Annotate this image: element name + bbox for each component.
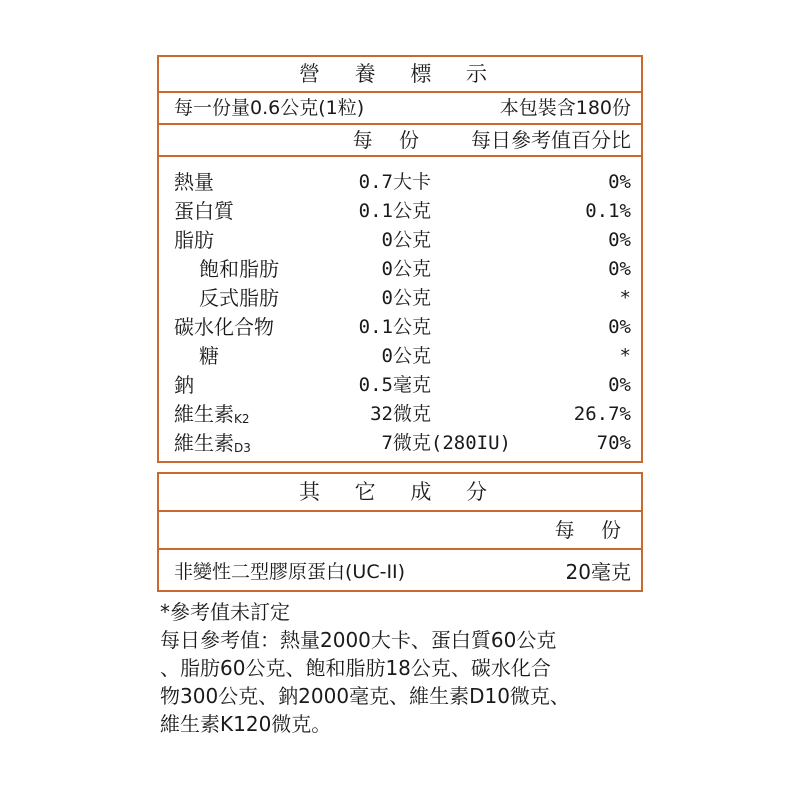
footnote-daily-values-line: 、脂肪60公克、飽和脂肪18公克、碳水化合 [160, 656, 551, 680]
nutrient-dv: 70% [596, 432, 631, 454]
footnotes [160, 598, 660, 738]
nutrient-amount: 0公克 [381, 287, 431, 309]
footnote-daily-values-line: 維生素K120微克。 [160, 712, 332, 736]
nutrient-amount: 32微克 [370, 403, 431, 425]
nutrient-name: 飽和脂肪 [199, 257, 279, 281]
nutrient-row [159, 428, 641, 457]
nutrient-row [159, 283, 641, 312]
ingredient-row [159, 548, 641, 594]
nutrient-row [159, 399, 641, 428]
nutrient-dv: * [619, 287, 631, 309]
serving-row [159, 91, 641, 123]
other-col-per-serving: 每 份 [554, 518, 631, 542]
nutrient-amount: 0.1公克 [358, 316, 431, 338]
footnote-daily-values-line: 每日參考值：熱量2000大卡、蛋白質60公克 [160, 628, 557, 652]
nutrient-row [159, 167, 641, 196]
nutrient-amount: 0公克 [381, 345, 431, 367]
nutrient-dv: 0% [608, 374, 631, 396]
nutrient-dv: * [619, 345, 631, 367]
nutrition-title: 營 養 標 示 [298, 62, 502, 86]
serving-size: 每一份量0.6公克(1粒) [174, 97, 365, 119]
nutrient-amount: 0公克 [381, 258, 431, 280]
nutrient-dv: 0% [608, 258, 631, 280]
nutrient-dv: 0% [608, 316, 631, 338]
nutrient-name: 反式脂肪 [199, 286, 279, 310]
nutrient-name: 熱量 [174, 170, 214, 194]
col-daily-value: 每日參考值百分比 [471, 128, 631, 152]
nutrient-name: 脂肪 [174, 228, 214, 252]
nutrient-amount: 7微克(280IU) [381, 432, 511, 454]
nutrient-row [159, 254, 641, 283]
nutrient-subscript: K2 [234, 412, 250, 426]
nutrient-name: 鈉 [174, 373, 194, 397]
nutrient-name: 碳水化合物 [174, 315, 274, 339]
other-title-row [159, 474, 641, 510]
nutrient-row [159, 370, 641, 399]
nutrient-subscript: D3 [234, 441, 251, 455]
nutrient-row [159, 225, 641, 254]
nutrient-amount: 0.1公克 [358, 200, 431, 222]
nutrient-name-text: 維生素 [174, 431, 234, 455]
other-title: 其 它 成 分 [298, 480, 502, 504]
nutrient-amount: 0.7大卡 [358, 171, 431, 193]
nutrition-title-row [159, 57, 641, 91]
ingredient-amount: 20毫克 [565, 560, 631, 584]
nutrient-dv: 26.7% [573, 403, 631, 425]
nutrient-row [159, 196, 641, 225]
nutrition-facts-table [157, 55, 643, 463]
nutrient-amount: 0.5毫克 [358, 374, 431, 396]
other-header-row [159, 510, 641, 548]
ingredient-name: 非變性二型膠原蛋白(UC-II) [174, 561, 406, 583]
nutrient-name: 糖 [199, 344, 219, 368]
nutrient-dv: 0.1% [585, 200, 631, 222]
nutrient-row [159, 312, 641, 341]
nutrient-name: 蛋白質 [174, 199, 234, 223]
nutrient-name [174, 428, 251, 461]
footnote-undetermined: *參考值未訂定 [160, 600, 290, 624]
col-per-serving: 每 份 [352, 128, 429, 152]
nutrient-dv: 0% [608, 171, 631, 193]
servings-per-pack: 本包裝含180份 [499, 97, 631, 119]
nutrient-amount: 0公克 [381, 229, 431, 251]
nutrient-row [159, 341, 641, 370]
nutrient-list [159, 155, 641, 457]
nutrient-name-text: 維生素 [174, 402, 234, 426]
nutrient-dv: 0% [608, 229, 631, 251]
column-header-row [159, 123, 641, 155]
footnote-daily-values-line: 物300公克、鈉2000毫克、維生素D10微克、 [160, 684, 570, 708]
other-ingredients-table [157, 472, 643, 592]
